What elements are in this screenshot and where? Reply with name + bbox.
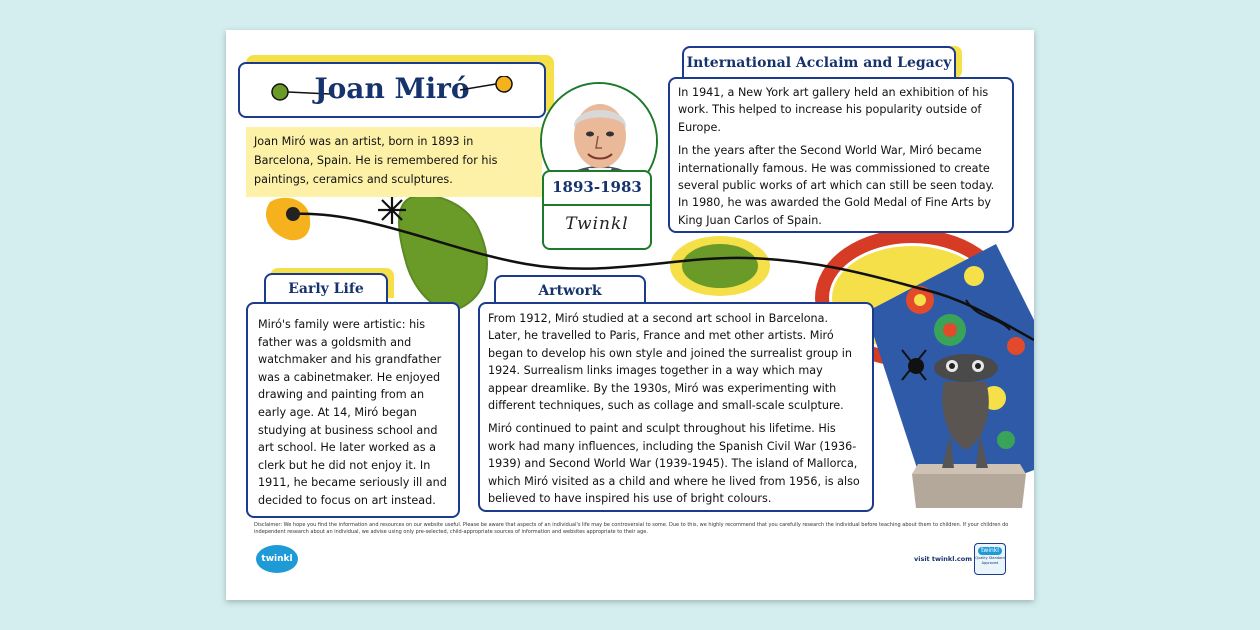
intro-text: Joan Miró was an artist, born in 1893 in Barcelona, Spain. He is remembered for his paintings, ceramics and sculptures.: [246, 127, 542, 197]
page-title: Joan Miró: [314, 72, 470, 105]
star-left: [378, 196, 406, 224]
artwork-paragraph-2: Miró continued to paint and sculpt throughout his lifetime. His work had many influences, including the Spanish Civil War (1936-1939) and Second World War (1939-1945). The island of Mallorca, which Miró visited as a child and where he lived from 1956, is also believed to have inspired his use of bright colours.: [488, 422, 860, 506]
artwork-box: [478, 302, 874, 512]
black-dot: [286, 207, 300, 221]
quality-badge-name: twinkl: [978, 547, 1002, 555]
quality-badge-sub: Quality Standard Approved: [975, 556, 1005, 565]
quality-badge: [974, 543, 1006, 575]
artwork-heading: Artwork: [494, 275, 646, 305]
legacy-paragraph-2: In the years after the Second World War, Miró became internationally famous. He was commissioned to create several public works of art which can still be seen today. In 1980, he was awarded the Gold Medal of Fine Arts by King Juan Carlos of Spain.: [678, 144, 995, 227]
early-life-text: Miró's family were artistic: his father was a goldsmith and watchmaker and his grandfather was a cabinetmaker. He enjoyed drawing and painting from an early age. At 14, Miró began studying at business school and art school. He later worked as a clerk but he did not enjoy it. In 1911, he became seriously ill and decided to focus on art instead.: [258, 318, 447, 507]
legacy-heading: International Acclaim and Legacy: [682, 46, 956, 78]
early-life-box: [246, 302, 460, 518]
twinkl-logo[interactable]: twinkl: [256, 545, 298, 573]
early-life-heading: Early Life: [264, 273, 388, 303]
legacy-box: [668, 77, 1014, 233]
title-dot-right-icon: [460, 76, 520, 116]
yellow-blob: [266, 198, 310, 241]
dates-card: [542, 170, 652, 250]
visit-link[interactable]: visit twinkl.com: [914, 555, 973, 563]
green-oval: [682, 244, 758, 288]
sculpture-base: [912, 474, 1026, 508]
life-dates: 1893-1983: [552, 178, 642, 196]
signature: Twinkl: [565, 214, 629, 234]
disclaimer: Disclaimer: We hope you find the information and resources on our website useful. Please be aware that aspects of an individual's life may be controversial to some. Due to this, we highly recommend that you carefully research the individual before teaching about them to children. If your children do independent research about an individual, we advise using only pre-selected, child-appropriate sources of information and websites appropriate to their age.: [254, 522, 1009, 535]
fact-sheet: [226, 30, 1034, 600]
legacy-paragraph-1: In 1941, a New York art gallery held an exhibition of his work. This helped to increase his popularity outside of Europe.: [678, 86, 989, 134]
artwork-paragraph-1: From 1912, Miró studied at a second art school in Barcelona. Later, he travelled to Paris, France and met other artists. Miró began to develop his own style and joined the surrealist group in 1924. Surrealism links images together in a way which may appear dreamlike. By the 1930s, Miró was experimenting with different techniques, such as collage and small-scale sculpture.: [488, 312, 852, 413]
dates-divider: [544, 204, 650, 206]
title-banner: [238, 62, 546, 118]
